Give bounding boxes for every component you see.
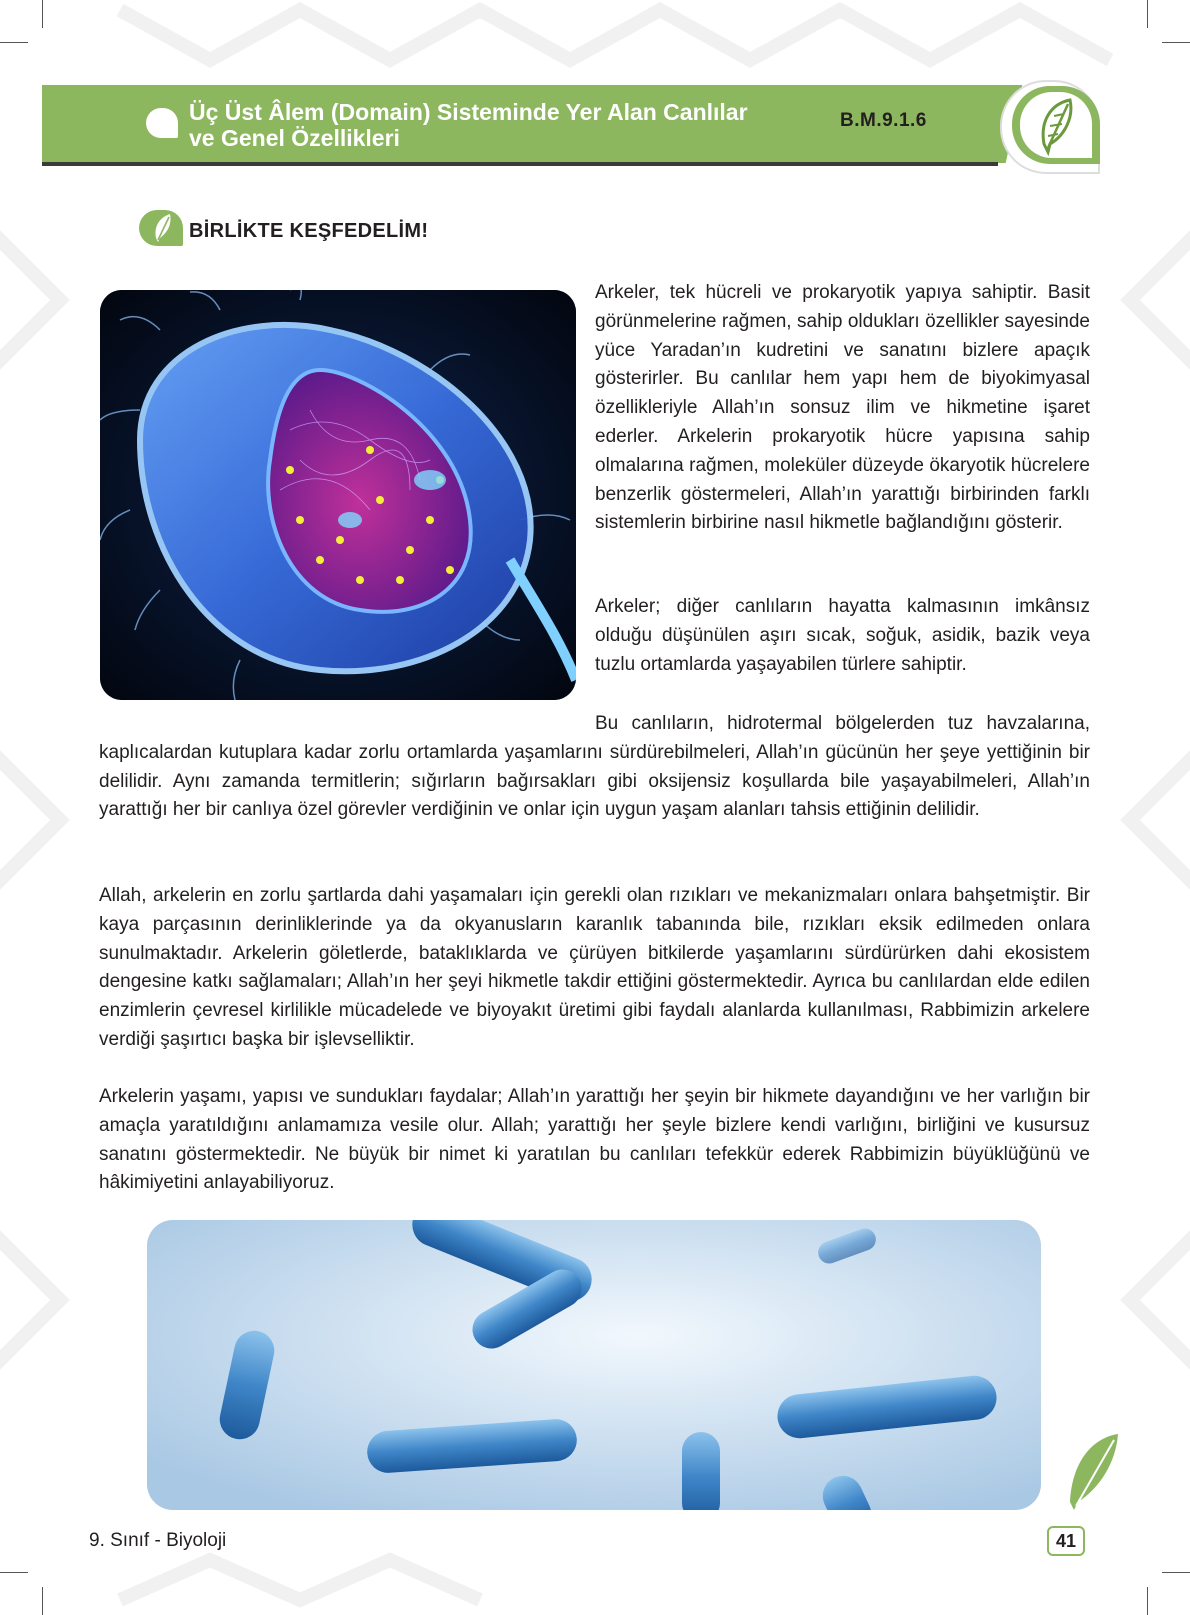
archaea-cell-illustration bbox=[100, 290, 576, 700]
header-underline bbox=[42, 162, 998, 166]
paragraph-3: Bu canlıların, hidrotermal bölgelerden tuz havzalarına, kaplıcalardan kutuplara kadar zorlu ortamlarda yaşamlarını sürdürebilmeleri, Allah’ın gücünün her şeye yettiğinin bir delilidir. Aynı zamanda termitlerin; sığırların bağırsakları gibi oksijensiz koşullarda bile yaşayabilmeleri, Allah’ın yarattığı her bir canlıya özel görevler verdiğinin ve onlar için uygun yaşam alanları tahsis ettiğinin delilidir. bbox=[99, 713, 1090, 821]
paragraph-1: Arkeler, tek hücreli ve prokaryotik yapıya sahiptir. Basit görünmelerine rağmen, sahip oldukları özellikler sayesinde yüce Yaradan’ın kudretini ve sanatını bizlere apaçık gösterirler. Bu canlılar hem yapı hem de biyokimyasal özellikleriyle Allah’ın sonsuz ilim ve hikmetine işaret ederler. Arkelerin prokaryotik hücre yapısına sahip olmalarına rağmen, moleküler düzeyde ökaryotik hücrelere benzerlik göstermeleri, Allah’ın yarattığı birbirinden farklı sistemlerin birbirine nasıl hikmetle bağlandığını gösterir. bbox=[595, 282, 1090, 534]
quill-inkwell-icon bbox=[1052, 1432, 1122, 1528]
rod-bacteria-illustration bbox=[147, 1220, 1041, 1510]
quill-icon bbox=[148, 212, 176, 244]
section-title: BİRLİKTE KEŞFEDELİM! bbox=[189, 220, 429, 242]
chapter-title bbox=[189, 99, 809, 151]
outcome-code: B.M.9.1.6 bbox=[840, 110, 927, 131]
page-number: 41 bbox=[1047, 1526, 1085, 1556]
paragraph-5: Arkelerin yaşamı, yapısı ve sundukları faydalar; Allah’ın yarattığı her şeyin bir hikmete dayandığını ve her varlığın bir amaçla yaratıldığını anlamamıza vesile olur. Allah; yarattığı her şeyle bizlere kendi varlığını, birliğini ve kusursuz sanatını göstermektedir. Ne büyük bir nimet ki yaratılan bu canlıları tefekkür ederek Rabbimizin büyüklüğünü ve hâkimiyetini anlayabiliyoruz. bbox=[99, 1086, 1090, 1194]
quill-icon bbox=[1030, 96, 1082, 156]
chapter-title-line2: ve Genel Özellikleri bbox=[189, 125, 400, 151]
chapter-title-line1: Üç Üst Âlem (Domain) Sisteminde Yer Alan Canlılar bbox=[189, 99, 748, 125]
header-bullet bbox=[146, 108, 178, 138]
paragraph-2: Arkeler; diğer canlıların hayatta kalmasının imkânsız olduğu düşünülen aşırı sıcak, soğuk, asidik, bazik veya tuzlu ortamlarda yaşayabilen türlere sahiptir. bbox=[595, 596, 1090, 675]
footer-course: 9. Sınıf - Biyoloji bbox=[89, 1530, 227, 1551]
paragraph-4: Allah, arkelerin en zorlu şartlarda dahi yaşamaları için gerekli olan rızıkları ve mekanizmaları onlara bahşetmiştir. Bir kaya parçasının derinliklerinde ya da okyanusların karanlık tabanında bile, rızıkları eksik edilmeden onlara sunulmaktadır. Arkelerin göletlerde, bataklıklarda ve çürüyen bitkilerde yaşamlarını sürdürürken dahi ekosistem dengesine katkı sağlamaları; Allah’ın her şeyi hikmetle takdir ettiğini göstermektedir. Ayrıca bu canlılardan elde edilen enzimlerin çevresel kirlilikle mücadelede ve biyoyakıt üretimi gibi faydalı alanlarda kullanılması, Rabbimizin arkelere verdiği şaşırtıcı başka bir işlevselliktir. bbox=[99, 885, 1090, 1050]
